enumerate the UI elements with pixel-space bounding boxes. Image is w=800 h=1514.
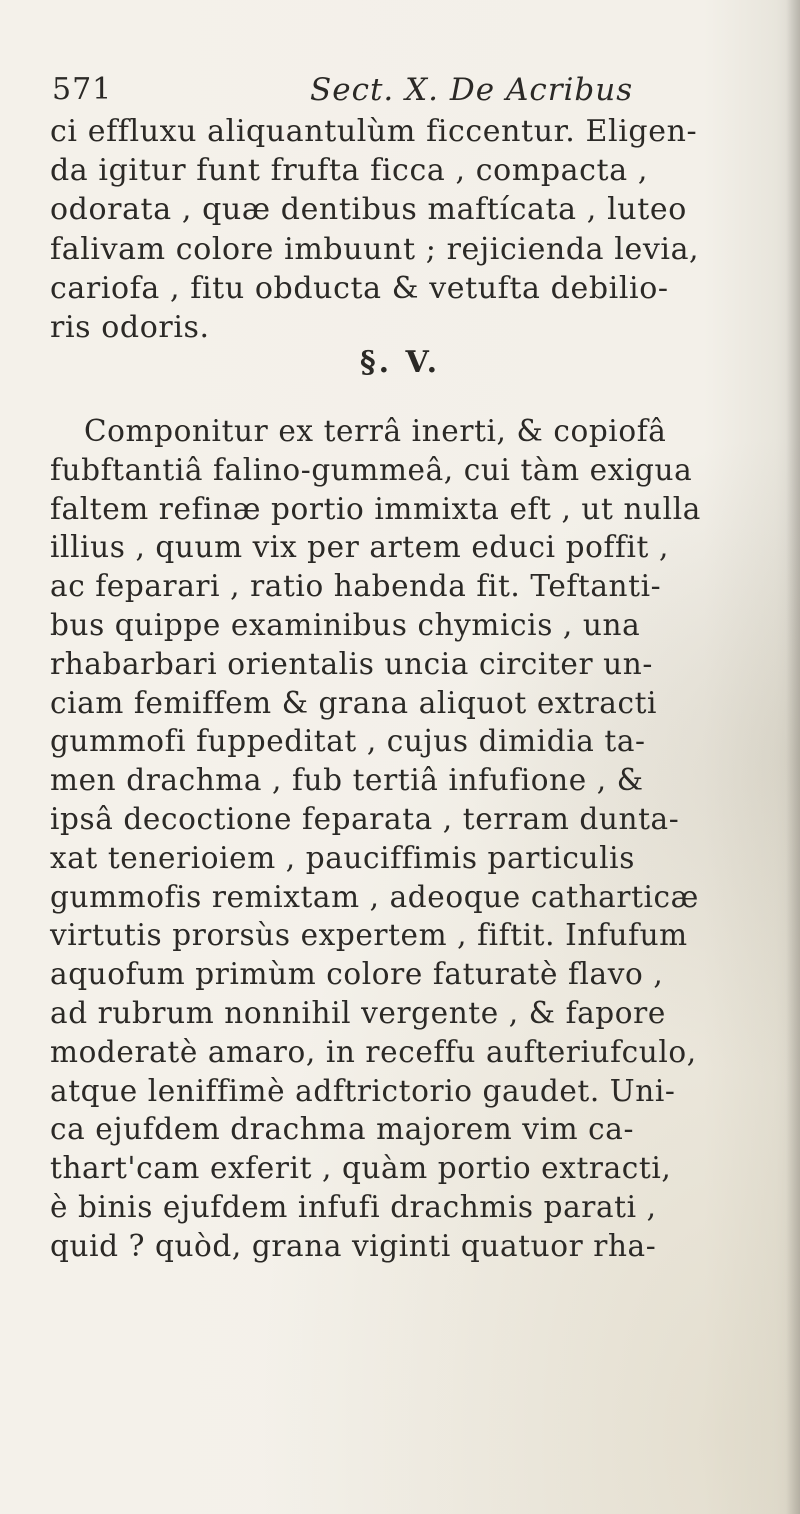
text-line: ad rubrum nonnihil vergente , & fapore <box>50 995 666 1030</box>
text-line: men drachma , fub tertiâ infufione , & <box>50 763 644 798</box>
paragraph-2 <box>50 412 780 1266</box>
text-line: atque leniffimè adftrictorio gaudet. Uni- <box>50 1073 676 1108</box>
text-line: moderatè amaro, in receffu aufteriufculo, <box>50 1034 697 1069</box>
paragraph-1 <box>50 112 770 347</box>
text-line: faltem refinæ portio immixta eft , ut nulla <box>50 491 701 526</box>
text-line: ac feparari , ratio habenda fit. Teftanti- <box>50 569 662 604</box>
section-heading: §. V. <box>359 345 441 380</box>
text-line: Componitur ex terrâ inerti, & copiofâ <box>84 414 667 448</box>
text-line: ipsâ decoctione feparata , terram dunta- <box>50 801 680 836</box>
page-number: 571 <box>52 72 113 107</box>
text-line: ris odoris. <box>50 309 210 345</box>
text-line: falivam colore imbuunt ; rejicienda levia, <box>50 231 700 267</box>
text-line: gummofi fuppeditat , cujus dimidia ta- <box>50 724 646 759</box>
text-line: ciam femiffem & grana aliquot extracti <box>50 685 658 720</box>
text-line: virtutis prorsùs expertem , fiftit. Infufum <box>50 918 688 953</box>
page-edge-shadow <box>786 0 800 1514</box>
text-line: xat tenerioiem , pauciffimis particulis <box>50 840 635 875</box>
text-line: thart'cam exferit , quàm portio extracti, <box>50 1151 672 1186</box>
text-line: è binis ejufdem infufi drachmis parati , <box>50 1189 657 1224</box>
text-line: rhabarbari orientalis uncia circiter un- <box>50 646 653 681</box>
text-line: ca ejufdem drachma majorem vim ca- <box>50 1112 635 1147</box>
text-line: bus quippe examinibus chymicis , una <box>50 607 641 642</box>
text-line: illius , quum vix per artem educi poffit , <box>50 530 669 565</box>
page-header <box>52 72 752 116</box>
text-line: aquofum primùm colore faturatè flavo , <box>50 957 664 992</box>
text-line: ci effluxu aliquantulùm ficcentur. Eligen- <box>50 114 698 149</box>
text-line: quid ? quòd, grana viginti quatuor rha- <box>50 1228 657 1263</box>
text-line: da igitur funt frufta ficca , compacta , <box>50 153 648 189</box>
text-line: odorata , quæ dentibus maftícata , luteo <box>50 192 687 228</box>
running-head: Sect. X. De Acribus <box>310 72 634 108</box>
text-line: gummofis remixtam , adeoque catharticæ <box>50 879 700 914</box>
text-line: fubftantiâ falino-gummeâ, cui tàm exigua <box>50 452 693 487</box>
text-line: cariofa , fitu obducta & vetufta debilio- <box>50 270 669 306</box>
